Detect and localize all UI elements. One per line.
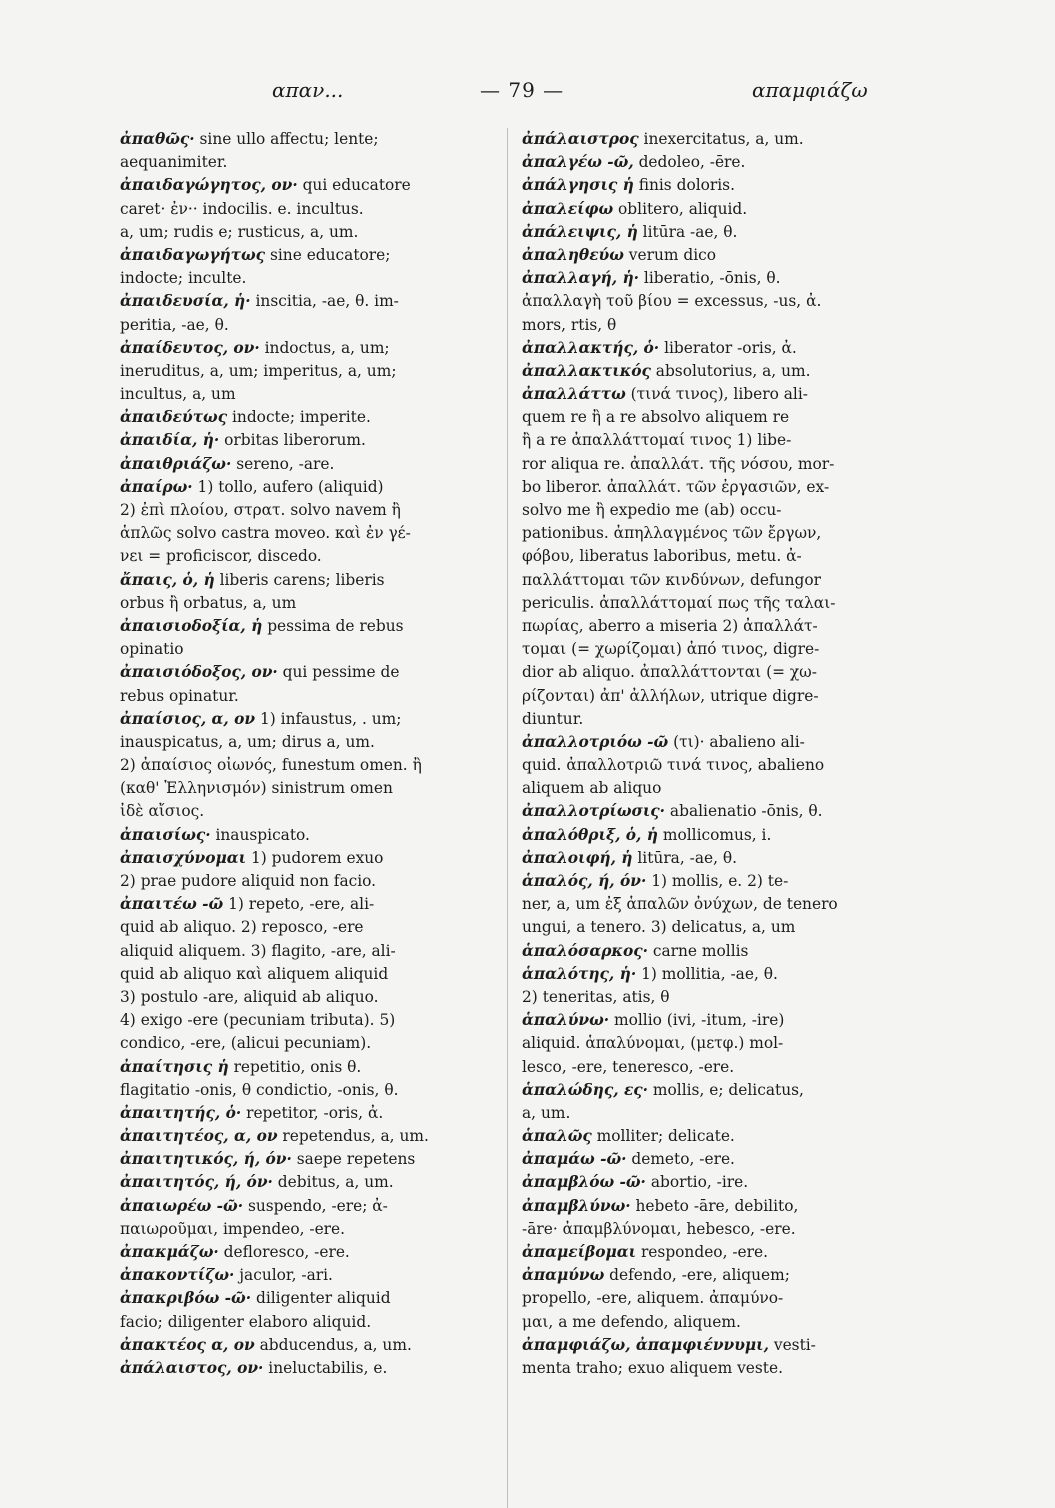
left-column-line: 2) ἀπαίσιος οἰωνός, funestum omen. ἢ <box>120 756 422 775</box>
left-column-line <box>120 661 498 684</box>
definition-text: sine ullo affectu; lente; <box>194 130 379 148</box>
left-column-line: peritia, -ae, θ. <box>120 315 229 334</box>
left-column-line: quid ab aliquo καὶ aliquem aliquid <box>120 964 389 983</box>
left-column-line: 2) prae pudore aliquid non facio. <box>120 872 377 890</box>
right-column-line <box>522 847 884 870</box>
right-column-line <box>522 1079 884 1102</box>
left-column-line: ineruditus, a, um; imperitus, a, um; <box>120 361 397 380</box>
left-column-line <box>120 476 498 499</box>
page-header <box>0 78 1055 112</box>
right-column-line: ἀπαλλαγὴ τοῦ βίου = excessus, -us, ἀ. <box>522 292 822 311</box>
right-column-line: bo liberor. ἀπαλλάτ. τῶν ἐργασιῶν, ex- <box>522 477 830 496</box>
headword: ἀπάλγησις ἡ <box>522 176 634 195</box>
headword: ἀπαλλαγή, ἡ· <box>522 269 639 288</box>
headword: ἀπαιτέω -ῶ <box>120 895 224 914</box>
right-column-line <box>522 963 884 986</box>
left-column-line: a, um; rudis e; rusticus, a, um. <box>120 222 359 241</box>
headword: ἁπαλώδης, ες· <box>522 1080 649 1099</box>
definition-text: saepe repetens <box>291 1150 416 1169</box>
headword: ἀπαλλάττω <box>522 385 626 404</box>
left-column-line <box>120 615 498 638</box>
left-column-line: 2) ἐπὶ πλοίου, στρατ. solvo navem ἢ <box>120 501 401 519</box>
headword: ἀπαλοιφή, ἡ <box>522 848 633 867</box>
right-column-line <box>522 1148 884 1171</box>
left-column-line: quid ab aliquo. 2) reposco, -ere <box>120 918 364 937</box>
headword: ἀπαιτητός, ή, όν· <box>120 1173 273 1192</box>
definition-text: inexercitatus, a, um. <box>638 130 804 148</box>
right-column-line <box>522 1171 884 1194</box>
right-column-line: ἢ a re ἀπαλλάττομαί τινος 1) libe- <box>522 431 792 450</box>
definition-text: ineluctabilis, e. <box>263 1358 388 1377</box>
right-column-line: ror aliqua re. ἀπαλλάτ. τῆς νόσου, mor- <box>522 454 835 473</box>
right-column-line <box>522 244 884 267</box>
definition-text: abortio, -ire. <box>645 1173 749 1192</box>
right-column-line: a, um. <box>522 1103 571 1122</box>
headword: ἀπαλλοτριόω -ῶ <box>522 732 669 751</box>
definition-text: orbitas liberorum. <box>219 431 366 450</box>
left-column-line <box>120 1171 498 1194</box>
right-column-line <box>522 824 884 847</box>
headword: ἀπαθῶς· <box>120 130 195 148</box>
left-column-line <box>120 429 498 452</box>
headword: ἀπαίσιος, α, ον <box>120 709 256 728</box>
left-column-line <box>120 569 498 592</box>
right-column-line: propello, -ere, aliquem. ἀπαμύνο- <box>522 1289 784 1308</box>
left-column-line: flagitatio -onis, θ condictio, -onis, θ. <box>120 1080 399 1099</box>
left-column-line <box>120 406 498 429</box>
left-column-line <box>120 1334 498 1357</box>
right-column-line: quem re ἢ a re absolvo aliquem re <box>522 408 790 427</box>
headword: ἀπακτέος α, ον <box>120 1335 255 1354</box>
left-column-line <box>120 453 498 476</box>
headword: ἁπαλῶς <box>522 1127 592 1146</box>
right-column-line <box>522 1264 884 1287</box>
right-column-line: aliquid. ἁπαλύνομαι, (μετφ.) mol- <box>522 1034 784 1053</box>
definition-text: repetitio, onis θ. <box>228 1057 362 1076</box>
definition-text: sine educatore; <box>265 245 391 264</box>
right-column-line <box>522 1334 884 1357</box>
right-column-line: -āre· ἀπαμβλύνομαι, hebesco, -ere. <box>522 1219 796 1238</box>
definition-text: repetendus, a, um. <box>277 1127 429 1146</box>
definition-text: repetitor, -oris, ἀ. <box>241 1103 384 1122</box>
definition-text: indoctus, a, um; <box>259 338 390 357</box>
headword: ἀπακμάζω· <box>120 1243 219 1261</box>
headword: ἀπαιθριάζω· <box>120 454 232 473</box>
definition-text: litūra -ae, θ. <box>637 222 738 241</box>
right-column-line <box>522 198 884 221</box>
definition-text: abducendus, a, um. <box>254 1335 412 1354</box>
headword: ἀπαλλοτρίωσις· <box>522 802 666 821</box>
headword: ἀπαισίως· <box>120 825 211 844</box>
headword: ἀπαιτητικός, ή, όν· <box>120 1150 292 1169</box>
left-column-line <box>120 1241 498 1264</box>
left-column-line <box>120 128 498 151</box>
definition-text: hebeto -āre, debilito, <box>630 1196 799 1215</box>
headword: ἀπαιδευσία, ἡ· <box>120 292 251 311</box>
left-column-line: caret· ἐν·· indocilis. e. incultus. <box>120 199 364 218</box>
right-column-line <box>522 151 884 174</box>
definition-text: suspendo, -ere; ἀ- <box>243 1196 388 1215</box>
headword: ἀπαίτησις ἡ <box>120 1057 229 1076</box>
definition-text: 1) pudorem exuo <box>246 848 384 867</box>
left-column-line <box>120 1148 498 1171</box>
left-column-line: ἰδὲ αἴσιος. <box>120 802 205 821</box>
definition-text: abalienatio -ōnis, θ. <box>665 802 823 821</box>
headword: ἀπαλείφω <box>522 199 614 218</box>
left-column-line: νει = proficiscor, discedo. <box>120 547 322 566</box>
headword: ἀπαισχύνομαι <box>120 848 247 867</box>
headword: ἀπακριβόω -ῶ· <box>120 1289 252 1308</box>
right-column-line: mors, rtis, θ <box>522 315 617 334</box>
right-column-line <box>522 267 884 290</box>
right-column-line <box>522 221 884 244</box>
left-column-line <box>120 708 498 731</box>
definition-text: vesti- <box>768 1335 816 1354</box>
headword: ἀπαμβλύνω· <box>522 1196 631 1215</box>
definition-text: defendo, -ere, aliquem; <box>604 1266 790 1285</box>
definition-text: molliter; delicate. <box>591 1127 735 1146</box>
right-column-line <box>522 174 884 197</box>
definition-text: defloresco, -ere. <box>218 1243 350 1261</box>
left-column-line <box>120 1357 498 1380</box>
definition-text: carne mollis <box>647 941 749 960</box>
headword: ἀπαίρω· <box>120 477 193 496</box>
definition-text: absolutorius, a, um. <box>650 361 811 380</box>
headword: ἁπαλότης, ἡ· <box>522 964 637 983</box>
header-left-guide-word: απαν... <box>272 78 344 102</box>
left-column-line: aliquid aliquem. 3) flagito, -are, ali- <box>120 941 396 960</box>
right-column <box>522 128 884 1380</box>
definition-text: oblitero, aliquid. <box>613 199 748 218</box>
definition-text: inscitia, -ae, θ. im- <box>250 292 399 311</box>
left-column-line: rebus opinatur. <box>120 686 239 705</box>
headword: ἀπαλλακτικός <box>522 361 651 380</box>
definition-text: demeto, -ere. <box>626 1150 735 1169</box>
right-column-line: quid. ἀπαλλοτριῶ τινά τινος, abalieno <box>522 756 825 775</box>
column-divider <box>507 128 508 1508</box>
left-column-line <box>120 847 498 870</box>
headword: ἁπαλόσαρκος· <box>522 941 648 960</box>
left-column-line <box>120 1102 498 1125</box>
definition-text: (τινά τινος), libero ali- <box>625 385 808 404</box>
headword: ἀπαλλακτής, ὁ· <box>522 338 660 357</box>
headword: ἀπαλγέω -ῶ, <box>522 153 634 172</box>
right-column-line <box>522 360 884 383</box>
headword: ἀπαμύνω <box>522 1266 605 1285</box>
definition-text: mollio (ivi, -itum, -ire) <box>609 1011 785 1030</box>
definition-text: 1) infaustus, . um; <box>255 709 402 728</box>
definition-text: qui pessime de <box>277 663 400 682</box>
definition-text: finis doloris. <box>633 176 735 195</box>
right-column-line <box>522 1195 884 1218</box>
right-column-line <box>522 128 884 151</box>
left-column-line: ἁπλῶς solvo castra moveo. καὶ ἐν γέ- <box>120 524 411 543</box>
right-column-line <box>522 870 884 893</box>
headword: ἀπαισιόδοξος, ον· <box>120 663 278 682</box>
headword: ἀπάλειψις, ἡ <box>522 222 638 241</box>
right-column-line: solvo me ἢ expedio me (ab) occu- <box>522 501 782 519</box>
right-column-line: lesco, -ere, teneresco, -ere. <box>522 1057 735 1076</box>
headword: ἀπαιδεύτως <box>120 408 228 427</box>
definition-text: indocte; imperite. <box>227 408 371 427</box>
headword: ἀπάλαιστρος <box>522 130 639 148</box>
left-column-line: opinatio <box>120 640 184 659</box>
left-column <box>120 128 498 1380</box>
definition-text: inauspicato. <box>210 825 310 844</box>
headword: ἀπαλόθριξ, ὁ, ἡ <box>522 825 658 844</box>
headword: ἀπαιτητέος, α, ον <box>120 1127 278 1146</box>
definition-text: mollis, e; delicatus, <box>648 1080 804 1099</box>
headword: ἄπαις, ὁ, ἡ <box>120 570 215 589</box>
definition-text: mollicomus, i. <box>657 825 772 844</box>
headword: ἀπαισιοδοξία, ἡ <box>120 616 263 635</box>
definition-text: liberis carens; liberis <box>214 570 385 589</box>
headword: ἁπαλύνω· <box>522 1011 610 1030</box>
headword: ἀπαιδία, ἡ· <box>120 431 220 450</box>
right-column-line: 2) teneritas, atis, θ <box>522 987 670 1006</box>
headword: ἀπαμείβομαι <box>522 1243 637 1261</box>
right-column-line: ρίζονται) ἀπ' ἀλλήλων, utrique digre- <box>522 686 819 705</box>
left-column-line <box>120 824 498 847</box>
right-column-line: τομαι (= χωρίζομαι) ἀπό τινος, digre- <box>522 640 820 659</box>
right-column-line: ungui, a tenero. 3) delicatus, a, um <box>522 918 796 937</box>
definition-text: 1) mollitia, -ae, θ. <box>636 964 778 983</box>
right-column-line: menta traho; exuo aliquem veste. <box>522 1358 783 1377</box>
left-column-line: 3) postulo -are, aliquid ab aliquo. <box>120 987 379 1006</box>
right-column-line <box>522 1125 884 1148</box>
left-column-line <box>120 893 498 916</box>
right-column-line: ner, a, um ἐξ ἁπαλῶν ὀνύχων, de tenero <box>522 895 838 914</box>
right-column-line <box>522 1241 884 1264</box>
left-column-line: facio; diligenter elaboro aliquid. <box>120 1312 372 1331</box>
left-column-line: condico, -ere, (alicui pecuniam). <box>120 1034 372 1053</box>
right-column-line: pationibus. ἀπηλλαγμένος τῶν ἔργων, <box>522 524 822 543</box>
definition-text: 1) repeto, -ere, ali- <box>223 895 375 914</box>
definition-text: 1) mollis, e. 2) te- <box>646 872 789 890</box>
left-column-line: aequanimiter. <box>120 153 228 172</box>
right-column-line: periculis. ἀπαλλάττομαί πως τῆς ταλαι- <box>522 593 836 612</box>
left-column-line: incultus, a, um <box>120 385 236 404</box>
left-column-line: (καθ' Ἑλληνισμόν) sinistrum omen <box>120 779 393 798</box>
right-column-line: πωρίας, aberro a miseria 2) ἀπαλλάτ- <box>522 616 818 635</box>
definition-text: qui educatore <box>297 176 411 195</box>
definition-text: sereno, -are. <box>231 454 335 473</box>
page-number: — 79 — <box>480 78 565 102</box>
right-column-line <box>522 383 884 406</box>
left-column-line <box>120 290 498 313</box>
definition-text: respondeo, -ere. <box>636 1243 769 1261</box>
right-column-line: dior ab aliquo. ἀπαλλάττονται (= χω- <box>522 663 817 682</box>
right-column-line <box>522 337 884 360</box>
left-column-line <box>120 1264 498 1287</box>
headword: ἀπαίδευτος, ον· <box>120 338 260 357</box>
right-column-line: diuntur. <box>522 709 584 728</box>
definition-text: verum dico <box>623 245 717 264</box>
headword: ἀπαιδαγώγητος, ον· <box>120 176 298 195</box>
right-column-line <box>522 731 884 754</box>
right-column-line <box>522 800 884 823</box>
left-column-line <box>120 244 498 267</box>
right-column-line <box>522 940 884 963</box>
right-column-line <box>522 1009 884 1032</box>
left-column-line: 4) exigo -ere (pecuniam tributa). 5) <box>120 1011 396 1030</box>
left-column-line <box>120 337 498 360</box>
headword: ἀπαμάω -ῶ· <box>522 1150 627 1169</box>
right-column-line: μαι, a me defendo, aliquem. <box>522 1312 741 1331</box>
definition-text: (τι)· abalieno ali- <box>668 732 805 751</box>
left-column-line <box>120 1195 498 1218</box>
right-column-line: φόβου, liberatus laboribus, metu. ἀ- <box>522 547 802 566</box>
definition-text: 1) tollo, aufero (aliquid) <box>192 477 384 496</box>
definition-text: dedoleo, -ēre. <box>633 153 746 172</box>
left-column-line: inauspicatus, a, um; dirus a, um. <box>120 732 375 751</box>
header-right-guide-word: απαμφιάζω <box>752 78 868 102</box>
left-column-line <box>120 1125 498 1148</box>
definition-text: debitus, a, um. <box>272 1173 394 1192</box>
left-column-line <box>120 174 498 197</box>
definition-text: liberatio, -ōnis, θ. <box>639 269 781 288</box>
left-column-line: orbus ἢ orbatus, a, um <box>120 593 297 612</box>
left-column-line: παιωροῦμαι, impendeo, -ere. <box>120 1219 346 1238</box>
right-column-line: παλλάττομαι τῶν κινδύνων, defungor <box>522 570 821 589</box>
headword: ἀπάλαιστος, ον· <box>120 1358 264 1377</box>
headword: ἀπαιτητής, ὁ· <box>120 1103 242 1122</box>
headword: ἀπαιδαγωγήτως <box>120 245 266 264</box>
headword: ἀπαιωρέω -ῶ· <box>120 1196 244 1215</box>
definition-text: litūra, -ae, θ. <box>632 848 738 867</box>
definition-text: liberator -oris, ἀ. <box>659 338 797 357</box>
headword: ἀπαμφιάζω, ἀπαμφιέννυμι, <box>522 1335 769 1354</box>
headword: ἀπακοντίζω· <box>120 1266 235 1285</box>
left-column-line <box>120 1287 498 1310</box>
definition-text: jaculor, -ari. <box>234 1266 333 1285</box>
right-column-line: aliquem ab aliquo <box>522 779 662 798</box>
left-column-line: indocte; inculte. <box>120 269 247 288</box>
headword: ἀπαληθεύω <box>522 245 624 264</box>
headword: ἁπαλός, ή, όν· <box>522 872 647 890</box>
definition-text: diligenter aliquid <box>251 1289 391 1308</box>
headword: ἀπαμβλόω -ῶ· <box>522 1173 646 1192</box>
definition-text: pessima de rebus <box>262 616 404 635</box>
left-column-line <box>120 1056 498 1079</box>
